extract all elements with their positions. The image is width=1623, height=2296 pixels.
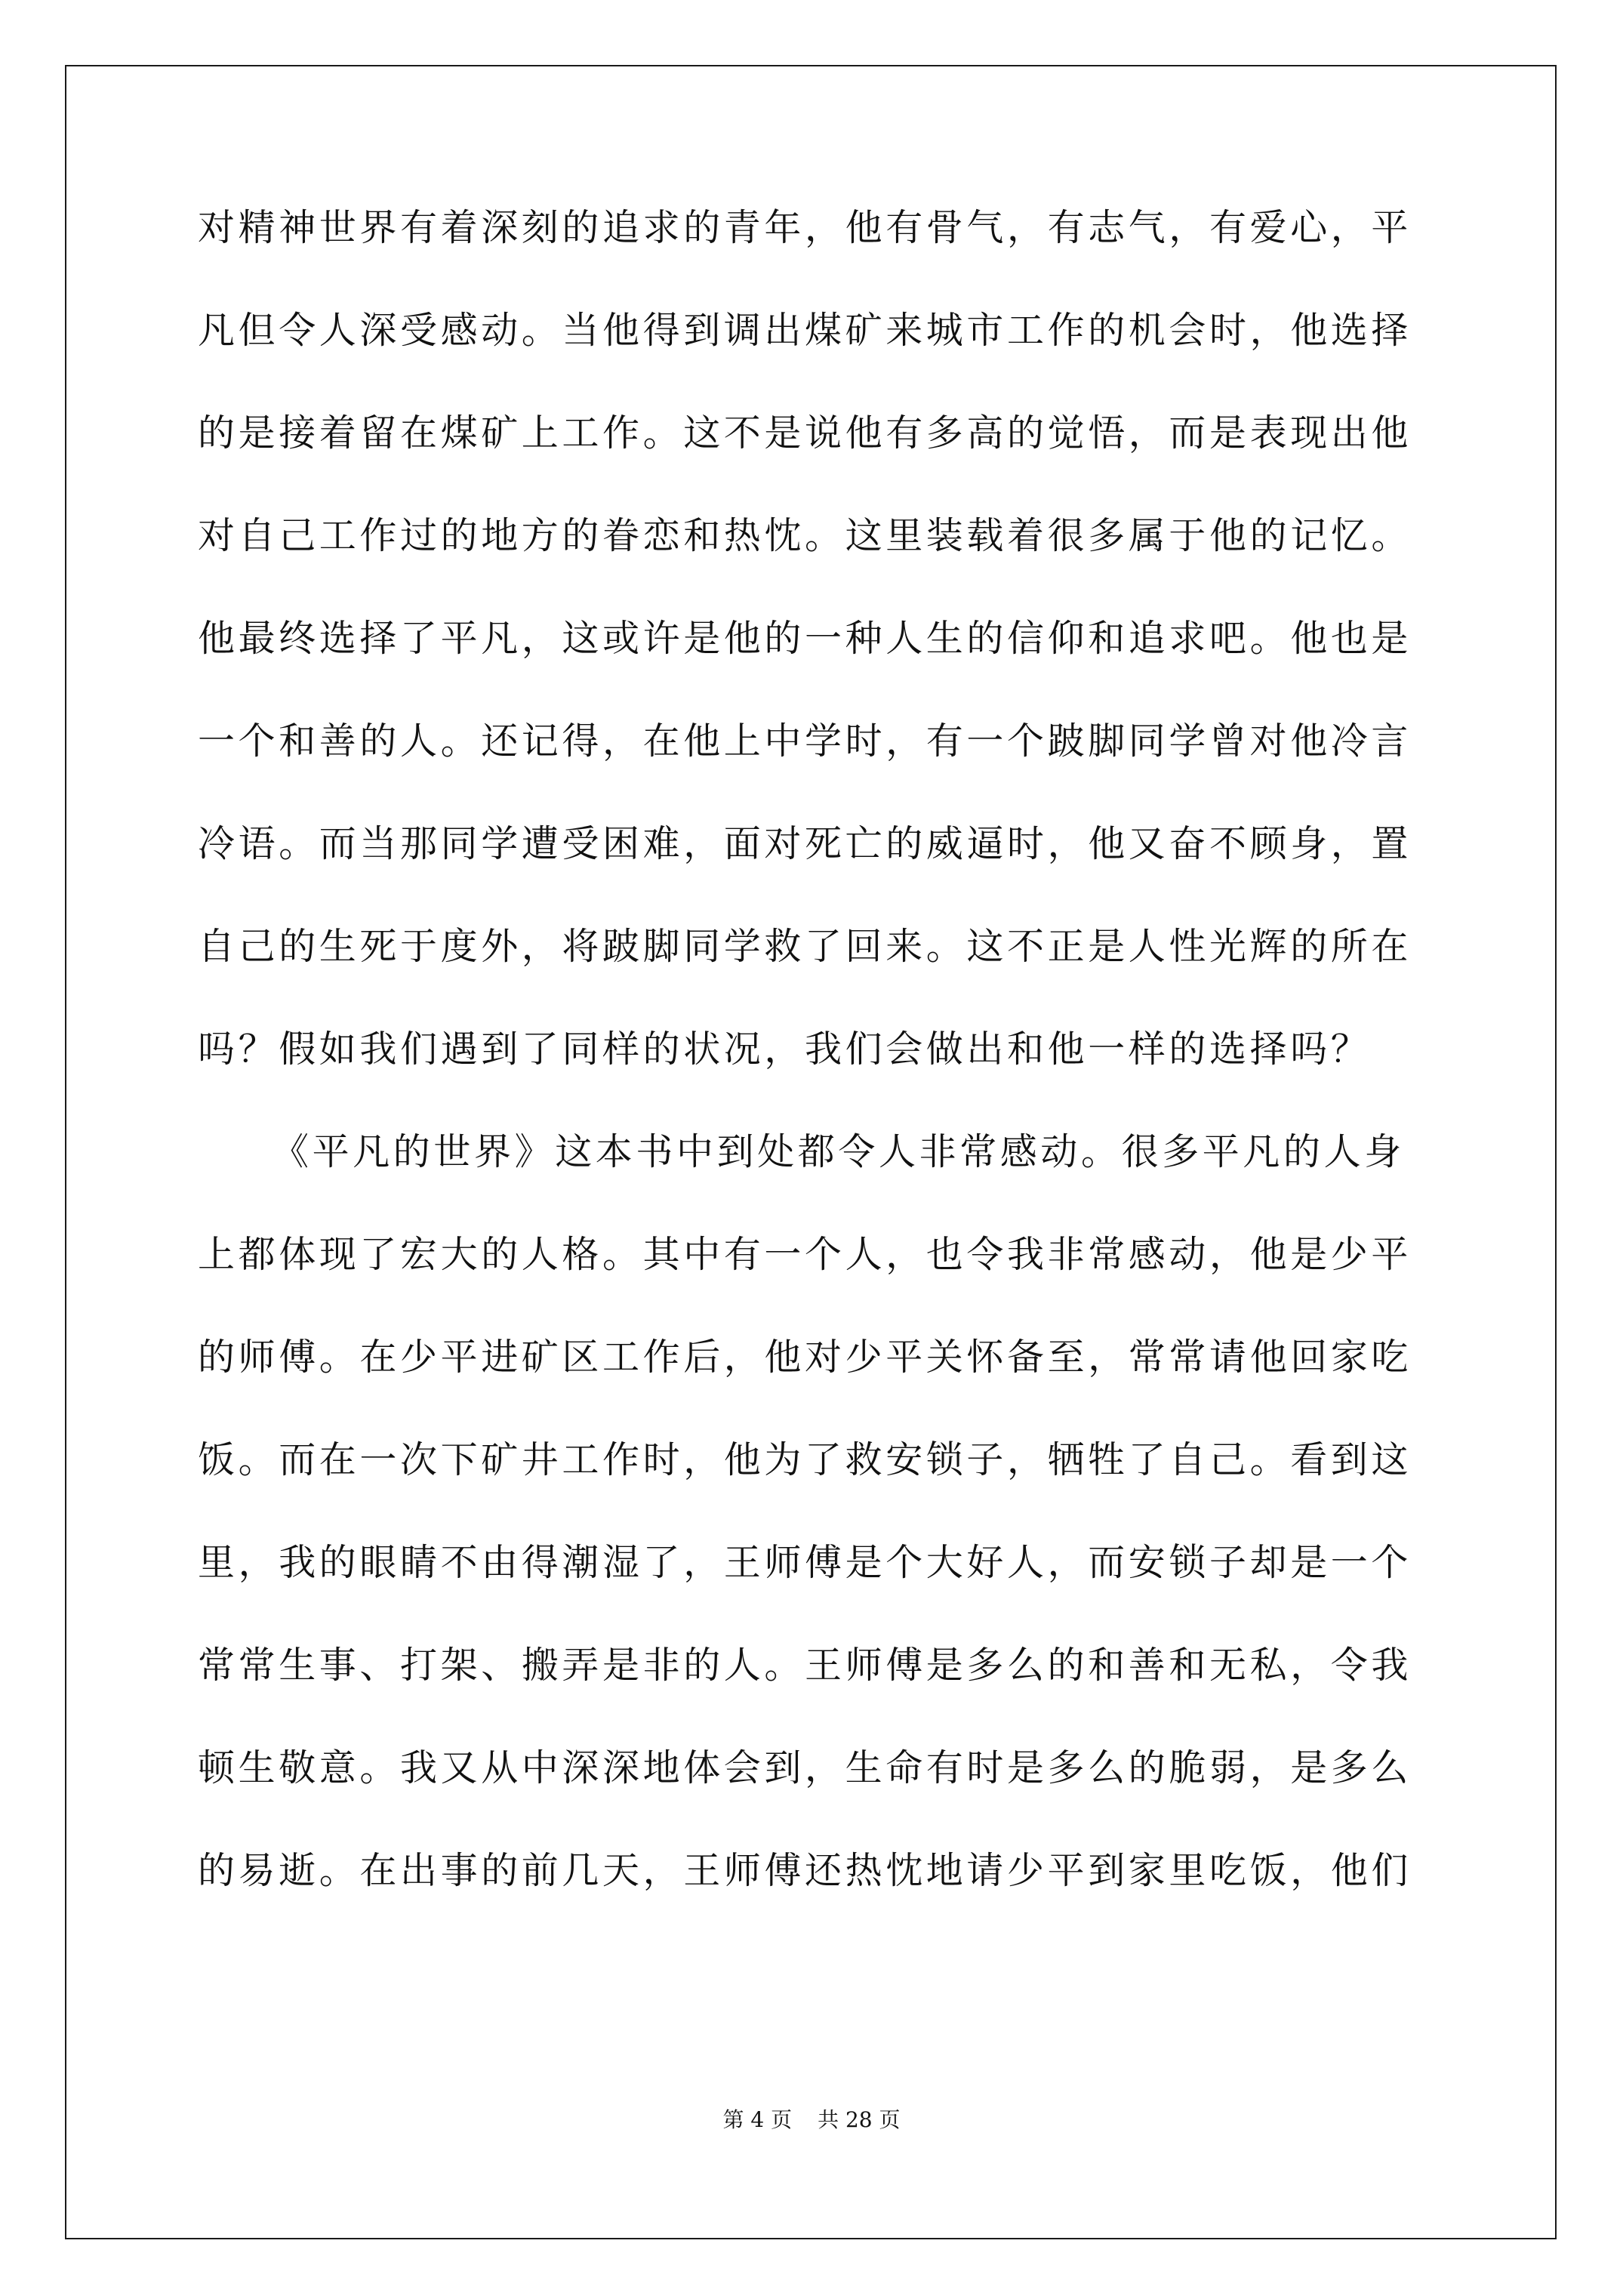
body-line-15: 常常生事、打架、搬弄是非的人。王师傅是多么的和善和无私，令我	[198, 1644, 1412, 1687]
body-line-11: 上都体现了宏大的人格。其中有一个人，也令我非常感动，他是少平	[198, 1233, 1412, 1276]
body-line-4: 对自己工作过的地方的眷恋和热忱。这里装载着很多属于他的记忆。	[198, 514, 1412, 557]
body-line-1: 对精神世界有着深刻的追求的青年，他有骨气，有志气，有爱心，平	[198, 206, 1412, 249]
body-line-13: 饭。而在一次下矿井工作时，他为了救安锁子，牺牲了自己。看到这	[198, 1438, 1412, 1481]
body-line-10: 《平凡的世界》这本书中到处都令人非常感动。很多平凡的人身	[272, 1130, 1405, 1173]
body-line-12: 的师傅。在少平进矿区工作后，他对少平关怀备至，常常请他回家吃	[198, 1336, 1412, 1379]
body-line-17: 的易逝。在出事的前几天，王师傅还热忱地请少平到家里吃饭，他们	[198, 1849, 1412, 1892]
total-pages-label: 共 28 页	[818, 2107, 901, 2132]
body-line-9: 吗？假如我们遇到了同样的状况，我们会做出和他一样的选择吗？	[198, 1028, 1372, 1071]
body-line-5: 他最终选择了平凡，这或许是他的一种人生的信仰和追求吧。他也是	[198, 617, 1412, 660]
page-footer	[0, 2106, 1623, 2134]
body-line-7: 冷语。而当那同学遭受困难，面对死亡的威逼时，他又奋不顾身，置	[198, 822, 1412, 865]
body-line-3: 的是接着留在煤矿上工作。这不是说他有多高的觉悟，而是表现出他	[198, 411, 1412, 455]
body-line-6: 一个和善的人。还记得，在他上中学时，有一个跛脚同学曾对他冷言	[198, 720, 1412, 763]
body-line-16: 顿生敬意。我又从中深深地体会到，生命有时是多么的脆弱，是多么	[198, 1746, 1412, 1789]
body-line-14: 里，我的眼睛不由得潮湿了，王师傅是个大好人，而安锁子却是一个	[198, 1541, 1412, 1584]
page-number-label: 第 4 页	[722, 2107, 793, 2132]
body-line-8: 自己的生死于度外，将跛脚同学救了回来。这不正是人性光辉的所在	[198, 925, 1412, 968]
body-line-2: 凡但令人深受感动。当他得到调出煤矿来城市工作的机会时，他选择	[198, 309, 1412, 352]
